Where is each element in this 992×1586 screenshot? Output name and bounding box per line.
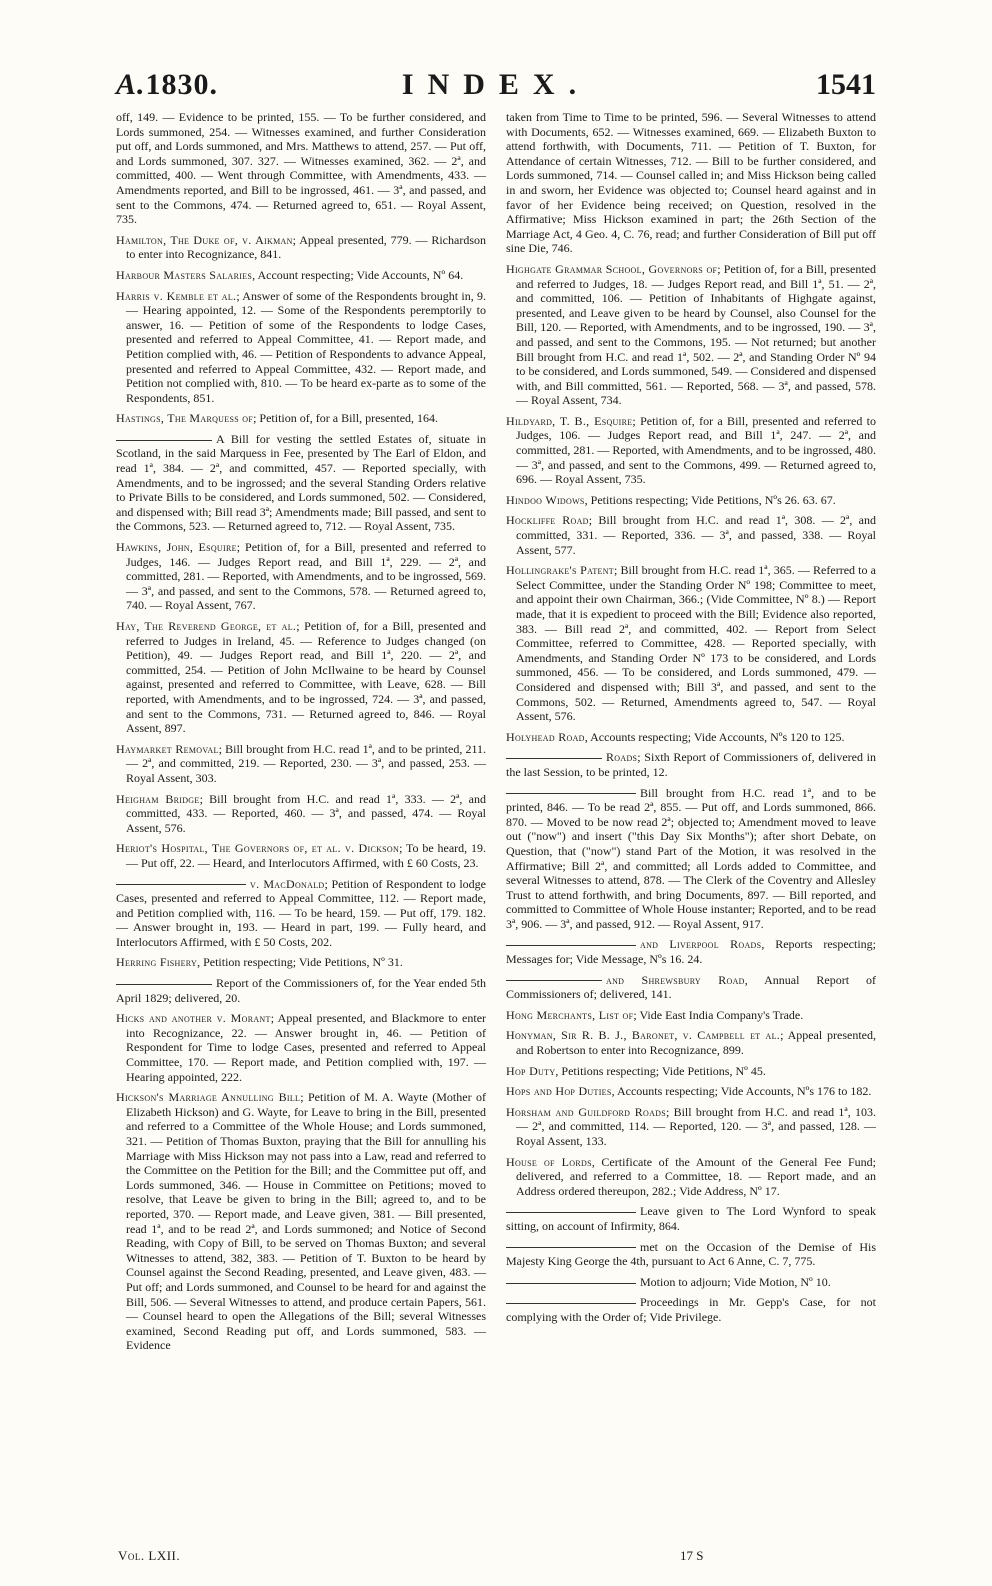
entry-text: ; Petition of, for a Bill, presented, 164. bbox=[253, 411, 439, 426]
entry-heading: Horsham and Guildford Roads bbox=[506, 1104, 666, 1119]
entry-heading: Heigham Bridge bbox=[116, 791, 200, 806]
index-entry bbox=[506, 414, 876, 487]
entry-text: , Account respecting; Vide Accounts, Nº 64. bbox=[252, 267, 464, 282]
entry-heading: Hamilton, The Duke of, v. Aikman bbox=[116, 232, 293, 247]
entry-heading: Hay, The Reverend George, et al. bbox=[116, 619, 297, 633]
entry-text: ; Bill brought from H.C. and read 1ª, 333. — 2ª, and committed, 433. — Reported, 460. — 3ª, and passed, 474. — Royal Assent, 576. bbox=[126, 791, 487, 835]
ditto-rule bbox=[116, 984, 212, 985]
page-number: 1541 bbox=[816, 68, 876, 101]
entry-text: , Petition respecting; Vide Petitions, Nº 31. bbox=[197, 955, 403, 970]
entry-text: ; Bill brought from H.C. read 1ª, and to be printed, 211. — 2ª, and committed, 219. — Reported, 230. — 3ª, and passed, 253. — Royal Assent, 303. bbox=[126, 741, 487, 785]
entry-text: ; Petition of, for a Bill, presented and referred to Judges, 18. — Judges Report read, and Bill 1ª, 51. — 2ª, and committed, 106. — Petition of Inhabitants of Highgate against, presented, and Leave given to be heard by Counsel, also Counsel for the Bill, 120. — Reported, with Amendments, and to be ingrossed, 190. — 3ª, and passed, and sent to the Commons, 195. — Not returned; but another Bill brought from H.C. and read 1ª, 502. — 2ª, and Standing Order Nº 94 to be considered, and Lords summoned, 549. — Considered and dispensed with, and Bill committed, 561. — Reported, 568. — 3ª, and passed, 578. — Royal Assent, 734. bbox=[516, 261, 876, 408]
entry-text: taken from Time to Time to be printed, 596. — Several Witnesses to attend with Documents, 652. — Witnesses examined, 669. — Elizabeth Buxton to attend forthwith, with Documents, 711. — Petition of T. Buxton, for Attendance of certain Witnesses, 712. — Bill to be further considered, and Lords summoned, 714. — Counsel called in; and Miss Hickson being called in and sworn, her Evidence was objected to; Counsel heard against and in favor of her Evidence being received; on Question, resolved in the Affirmative; Miss Hickson examined in part; the 26th Section of the Marriage Act, 4 Geo. 4, C. 76, read; and further Consideration of Bill put off sine Die, 746. bbox=[506, 110, 876, 256]
entry-text: Proceedings in Mr. Gepp's Case, for not complying with the Order of; Vide Privilege. bbox=[506, 1295, 876, 1324]
index-entry bbox=[506, 493, 876, 508]
page-header bbox=[116, 64, 876, 108]
entry-heading: Holyhead Road bbox=[506, 729, 585, 744]
ditto-rule bbox=[506, 945, 636, 946]
index-entry bbox=[116, 841, 486, 870]
ditto-rule bbox=[116, 440, 212, 441]
index-entry bbox=[116, 432, 486, 534]
index-entry bbox=[506, 1155, 876, 1199]
entry-heading: Harbour Masters Salaries bbox=[116, 267, 253, 282]
index-entry bbox=[506, 1028, 876, 1057]
entry-text: , Accounts respecting; Vide Accounts, Nºs 120 to 125. bbox=[584, 729, 845, 744]
entry-heading: and Liverpool Roads bbox=[640, 937, 762, 952]
entry-text: ; Bill brought from H.C. and read 1ª, 103. — 2ª, and committed, 114. — Reported, 120. — 3ª, and passed, 128. — Royal Assent, 133. bbox=[516, 1104, 876, 1148]
entry-text: , Certificate of the Amount of the General Fee Fund; delivered, and referred to a Committee, 18. — Report made, and an Address ordered thereupon, 282.; Vide Address, Nº 17. bbox=[516, 1154, 876, 1198]
entry-text: met on the Occasion of the Demise of His Majesty King George the 4th, pursuant to Act 6 Anne, C. 7, 775. bbox=[506, 1239, 876, 1269]
entry-heading: Hawkins, John, Esquire bbox=[116, 540, 237, 555]
entry-heading: Hastings, The Marquess of bbox=[116, 411, 254, 426]
index-entry bbox=[506, 110, 876, 256]
volume-label: Vol. LXII. bbox=[118, 1548, 181, 1563]
signature-mark: 17 S bbox=[680, 1548, 704, 1563]
ditto-rule bbox=[506, 980, 602, 981]
index-entry bbox=[116, 268, 486, 283]
index-entry bbox=[116, 1011, 486, 1084]
index-entry bbox=[506, 1204, 876, 1233]
entry-text: ; Petition of, for a Bill, presented and referred to Judges, 146. — Judges Report read, and Bill 1ª, 229. — 2ª, and committed, 281. — Reported, with Amendments, and to be ingrossed, 569. — 3ª, and passed, and sent to the Commons, 578. — Returned agreed to, 740. — Royal Assent, 767. bbox=[126, 540, 486, 613]
entry-text: ; Petition of Respondent to lodge Cases, presented and referred to Appeal Committee, 112. — Report made, and Petition complied with, 116. — To be heard, 159. — Put off, 179. 182. — Answer brought in, 193. — Heard in part, 199. — Fully heard, and Interlocutors Affirmed, with £ 50 Costs, 202. bbox=[116, 876, 486, 949]
index-entry bbox=[116, 411, 486, 426]
entry-text: Report of the Commissioners of, for the Year ended 5th April 1829; delivered, 20. bbox=[116, 976, 486, 1005]
entry-heading: Harris v. Kemble et al. bbox=[116, 288, 237, 303]
index-entry bbox=[116, 619, 486, 736]
entry-text: off, 149. — Evidence to be printed, 155. — To be further considered, and Lords summoned, 254. — Witnesses examined, and further Consideration put off, and Lords summoned, and Mrs. Matthews to attend, 257. — Put off, and Lords summoned, 307. 327. — Witnesses examined, 362. — 2ª, and committed, 400. — Went through Committee, with Amendments, 433. — Amendments reported, and Bill to be ingrossed, 461. — 3ª, and passed, and sent to the Commons, 474. — Returned agreed to, 651. — Royal Assent, 735. bbox=[116, 110, 486, 227]
ditto-rule bbox=[506, 1212, 636, 1213]
index-entry bbox=[506, 1295, 876, 1324]
entry-text: ; Bill brought from H.C. read 1ª, 365. — Referred to a Select Committee, under the Standing Order Nº 198; Committee to meet, and appoint their own Chairman, 366.; (Vide Committee, Nº 8.) — Report made, that it is expedient to proceed with the Bill; Evidence also reported, 383. — Bill read 2ª, and committed, 402. — Report from Select Committee, referred to Committee, 428. — Reported specially, with Amendments, and Standing Order Nº 173 to be considered, and Lords summoned, 456. — To be considered, and Lords summoned, 479. — Considered and dispensed with; Bill 3ª, and passed, and sent to the Commons, 502. — Returned, Amendments agreed to, 547. — Royal Assent, 576. bbox=[516, 563, 877, 724]
entry-heading: Herring Fishery bbox=[116, 955, 198, 970]
entry-heading: Hong Merchants, List of bbox=[506, 1007, 634, 1022]
entry-heading: Hildyard, T. B., Esquire bbox=[506, 413, 633, 428]
entry-heading: Hickson's Marriage Annulling Bill bbox=[116, 1090, 301, 1105]
index-entry bbox=[506, 786, 876, 932]
index-entry bbox=[506, 262, 876, 408]
ditto-rule bbox=[506, 793, 636, 794]
index-entry bbox=[506, 937, 876, 966]
entry-text: ; Sixth Report of Commissioners of, delivered in the last Session, to be printed, 12. bbox=[506, 750, 876, 779]
entry-text: ; Appeal presented, and Blackmore to enter into Recognizance, 22. — Answer brought in, 46. — Petition of Respondent for Time to lodge Cases, presented and referred to Appeal Committee, 170. — Report made, and Petition complied with, 197. — Hearing appointed, 222. bbox=[126, 1011, 487, 1084]
right-column bbox=[506, 110, 876, 1331]
index-entry bbox=[116, 955, 486, 970]
index-entry bbox=[116, 1090, 486, 1353]
entry-heading: Hop Duty bbox=[506, 1063, 556, 1078]
entry-heading: Highgate Grammar School, Governors of bbox=[506, 261, 718, 276]
entry-heading: Honyman, Sir R. B. J., Baronet, v. Campbell et al. bbox=[506, 1028, 781, 1043]
index-entry bbox=[506, 973, 876, 1002]
entry-text: , Annual Report of Commissioners of; delivered, 141. bbox=[506, 972, 876, 1002]
index-entry bbox=[506, 1275, 876, 1290]
entry-heading: Heriot's Hospital, The Governors of, et al. v. Dickson bbox=[116, 841, 400, 856]
entry-text: ; Petition of M. A. Wayte (Mother of Elizabeth Hickson) and G. Wayte, for Leave to bring in the Bill, presented and referred to a Committee of the Whole House; and Lords summoned, 321. — Petition of Thomas Buxton, praying that the Bill for annulling his Marriage with Miss Hickson may not pass into a Law, read and referred to the Committee on the Petition for the Bill; and the Committee put off, and Lords summoned, 346. — House in Committee on Petitions; moved to resolve, that Leave be given to bring in the Bill; agreed to, and to be reported, 370. — Report made, and Leave given, 381. — Bill presented, read 1ª, and to be read 2ª, and Lords summoned; and Notice of Second Reading, with Copy of Bill, to be served on Thomas Buxton; and several Witnesses to attend, 382, 383. — Petition of T. Buxton to be heard by Counsel against the Second Reading, presented, and Leave given, 483. — Put off; and Lords summoned, and Counsel to be heard for and against the Bill, 506. — Several Witnesses to attend, and produce certain Papers, 561. — Counsel heard to open the Allegations of the Bill; several Witnesses examined, Second Reading put off, and Lords summoned, 583. — Evidence bbox=[126, 1090, 487, 1353]
index-entry bbox=[506, 730, 876, 745]
entry-text: Leave given to The Lord Wynford to speak sitting, on account of Infirmity, 864. bbox=[506, 1204, 876, 1233]
index-entry bbox=[116, 110, 486, 227]
entry-text: , Petitions respecting; Vide Petitions, Nº 45. bbox=[555, 1063, 766, 1078]
index-entry bbox=[116, 233, 486, 262]
index-entry bbox=[506, 513, 876, 557]
index-entry bbox=[116, 742, 486, 786]
index-entry bbox=[506, 1084, 876, 1099]
entry-heading: v. MacDonald bbox=[250, 876, 325, 891]
entry-text: Bill brought from H.C. read 1ª, and to be printed, 846. — To be read 2ª, 855. — Put off, and Lords summoned, 866. 870. — Moved to be now read 2ª; objected to; Amendment moved to leave out ("now") and insert ("this Day Six Months"); after short Debate, on Question, that ("now") stand Part of the Motion, it was resolved in the Affirmative; Bill 2ª, and committed; all Lords added to Committee, and several Witnesses to attend, 878. — The Clerk of the Coventry and Allesley Trust to attend forthwith, and bring Documents, 897. — Bill reported, and committed to Committee of Whole House instanter; Reported, and to be read 3ª, 906. — 3ª, and passed, 912. — Royal Assent, 917. bbox=[506, 785, 876, 931]
entry-text: ; Petition of, for a Bill, presented and referred to Judges in Ireland, 45. — Reference to Judges changed (on Petition), 49. — Judges Report read, and Bill 1ª, 220. — 2ª, and committed, 254. — Petition of John McIlwaine to be heard by Counsel against, presented and referred to Committee, with Leave, 628. — Bill reported, with Amendments, and to be ingrossed, 724. — 3ª, and passed, and sent to the Commons, 731. — Returned agreed to, 846. — Royal Assent, 897. bbox=[126, 619, 486, 736]
ditto-rule bbox=[506, 1283, 636, 1284]
index-entry bbox=[116, 976, 486, 1005]
index-entry bbox=[116, 289, 486, 406]
entry-text: , Reports respecting; Messages for; Vide Message, Nºs 16. 24. bbox=[506, 937, 876, 967]
index-entry bbox=[116, 877, 486, 950]
ditto-rule bbox=[506, 1247, 636, 1248]
entry-heading: Hops and Hop Duties bbox=[506, 1084, 612, 1099]
entry-heading: Haymarket Removal bbox=[116, 741, 219, 756]
entry-text: ; Appeal presented, 779. — Richardson to enter into Recognizance, 841. bbox=[126, 232, 486, 262]
entry-heading: Hindoo Widows bbox=[506, 492, 585, 507]
entry-text: , Accounts respecting; Vide Accounts, Nºs 176 to 182. bbox=[611, 1084, 872, 1099]
index-entry bbox=[116, 540, 486, 613]
entry-text: Motion to adjourn; Vide Motion, Nº 10. bbox=[640, 1274, 831, 1289]
entry-text: A Bill for vesting the settled Estates of, situate in Scotland, in the said Marquess in Fee, presented by The Earl of Eldon, and read 1ª, 384. — 2ª, and committed, 457. — Reported specially, with Amendments, and to be ingrossed; and the several Standing Orders relative to Private Bills to be considered, and Lords summoned, 502. — Considered, and dispensed with; Bill read 3ª; Amendments made; Bill passed, and sent to the Commons, 523. — Returned agreed to, 712. — Royal Assent, 735. bbox=[116, 431, 486, 534]
index-entry bbox=[506, 1008, 876, 1023]
ditto-rule bbox=[116, 884, 246, 885]
page-title: INDEX. bbox=[401, 68, 591, 101]
left-column bbox=[116, 110, 486, 1359]
index-entry bbox=[116, 792, 486, 836]
entry-heading: Hollingrake's Patent bbox=[506, 563, 614, 578]
index-entry bbox=[506, 1064, 876, 1079]
index-entry bbox=[506, 563, 876, 724]
index-entry bbox=[506, 750, 876, 779]
year-value: 1830. bbox=[145, 68, 219, 101]
entry-text: ; Appeal presented, and Robertson to enter into Recognizance, 899. bbox=[516, 1028, 876, 1058]
entry-text: ; Vide East India Company's Trade. bbox=[633, 1007, 804, 1022]
index-entry bbox=[506, 1240, 876, 1269]
entry-text: ; Petition of, for a Bill, presented and referred to Judges, 106. — Judges Report read, and Bill 1ª, 247. — 2ª, and committed, 281. — Reported, with Amendments, and to be ingrossed, 480. — 3ª, and passed, and sent to the Commons, 499. — Returned agreed to, 696. — Royal Assent, 735. bbox=[516, 413, 876, 487]
index-entry bbox=[506, 1105, 876, 1149]
entry-text: ; Bill brought from H.C. and read 1ª, 308. — 2ª, and committed, 331. — Reported, 336. — 3ª, and passed, 338. — Royal Assent, 577. bbox=[516, 513, 876, 557]
ditto-rule bbox=[506, 758, 602, 759]
entry-heading: House of Lords bbox=[506, 1154, 592, 1169]
entry-heading: Roads bbox=[606, 750, 638, 765]
entry-heading: and Shrewsbury Road bbox=[606, 972, 745, 987]
entry-heading: Hicks and another v. Morant bbox=[116, 1011, 271, 1026]
entry-text: , Petitions respecting; Vide Petitions, Nºs 26. 63. 67. bbox=[584, 492, 836, 507]
ditto-rule bbox=[506, 1303, 636, 1304]
year-prefix: A. bbox=[116, 68, 146, 101]
entry-heading: Hockliffe Road bbox=[506, 513, 589, 528]
entry-text: ; To be heard, 19. — Put off, 22. — Heard, and Interlocutors Affirmed, with £ 60 Costs, 23. bbox=[126, 841, 486, 870]
entry-text: ; Answer of some of the Respondents brought in, 9. — Hearing appointed, 12. — Some of the Respondents peremptorily to answer, 16. — Petition of some of the Respondents to lodge Cases, presented and referred to Appeal Committee, 41. — Report made, and Petition complied with, 46. — Petition of Respondents to advance Appeal, presented and referred to Appeal Committee, 432. — Report made, and Petition not complied with, 810. — To be heard ex-parte as to some of the Respondents, 851. bbox=[126, 288, 486, 405]
